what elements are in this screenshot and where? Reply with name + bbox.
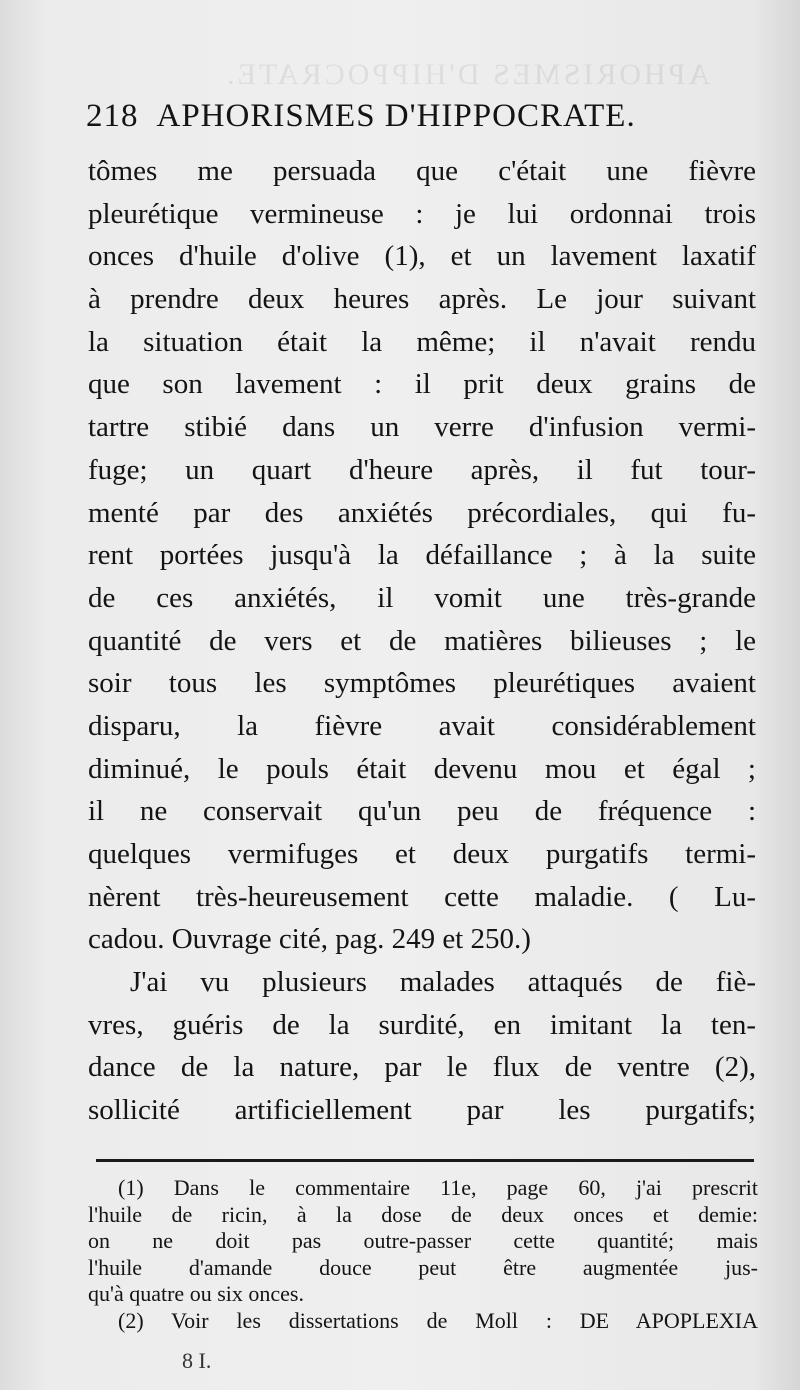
text-line: dance de la nature, par le flux de ventre (2), [88, 1051, 756, 1084]
bleed-through-text: APHORISMES D'HIPPOCRATE. [224, 58, 710, 91]
text-line: onces d'huile d'olive (1), et un lavement laxatif [88, 240, 756, 273]
text-line: la situation était la même; il n'avait rendu [88, 325, 756, 358]
text-line: J'ai vu plusieurs malades attaqués de fiè- [130, 966, 756, 999]
footnote-line: l'huile de ricin, à la dose de deux onces et demie: [88, 1201, 758, 1227]
signature-mark: 8 I. [182, 1348, 212, 1373]
text-line: cadou. Ouvrage cité, pag. 249 et 250.) [88, 923, 531, 956]
footnote-line: (1) Dans le commentaire 11e, page 60, j'ai prescrit [118, 1175, 758, 1200]
text-line: pleurétique vermineuse : je lui ordonnai trois [88, 197, 756, 230]
page-number: 218 [86, 98, 139, 134]
text-line: de ces anxiétés, il vomit une très-grande [88, 581, 756, 614]
text-line: tômes me persuada que c'était une fièvre [88, 155, 756, 187]
main-text [88, 150, 756, 1132]
footnote-line: on ne doit pas outre-passer cette quantité; mais [88, 1228, 758, 1254]
text-line: il ne conservait qu'un peu de fréquence : [88, 795, 756, 828]
footnote-line: (2) Voir les dissertations de Moll : DE APOPLEXIA [118, 1307, 758, 1333]
footnote-rule [96, 1159, 754, 1162]
footnotes [88, 1175, 758, 1335]
text-line: disparu, la fièvre avait considérablement [88, 709, 756, 742]
text-line: quantité de vers et de matières bilieuses ; le [88, 624, 756, 657]
text-line: menté par des anxiétés précordiales, qui fu- [88, 496, 756, 529]
text-line: vres, guéris de la surdité, en imitant la ten- [88, 1008, 756, 1041]
text-line: soir tous les symptômes pleurétiques avaient [88, 667, 756, 700]
text-line: à prendre deux heures après. Le jour suivant [88, 283, 756, 316]
text-line: diminué, le pouls était devenu mou et égal ; [88, 752, 756, 785]
text-line: tartre stibié dans un verre d'infusion vermi- [88, 411, 756, 444]
text-line: sollicité artificiellement par les purgatifs; [88, 1094, 756, 1127]
text-line: que son lavement : il prit deux grains de [88, 368, 756, 401]
footnote-line: l'huile d'amande douce peut être augmentée jus- [88, 1254, 758, 1280]
running-title: APHORISMES D'HIPPOCRATE. [156, 98, 636, 134]
text-line: nèrent très-heureusement cette maladie. ( Lu- [88, 880, 756, 913]
footnote-line: qu'à quatre ou six onces. [88, 1281, 304, 1307]
text-line: rent portées jusqu'à la défaillance ; à la suite [88, 539, 756, 572]
text-line: quelques vermifuges et deux purgatifs termi- [88, 838, 756, 870]
text-line: fuge; un quart d'heure après, il fut tour- [88, 453, 756, 486]
running-head [86, 98, 726, 135]
